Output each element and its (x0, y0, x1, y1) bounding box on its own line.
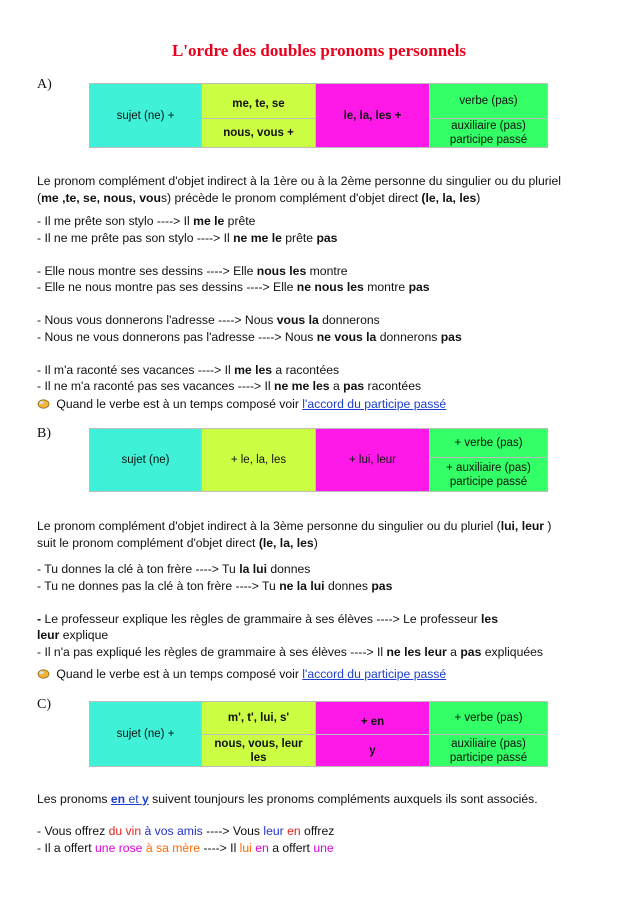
section-a-label: A) (37, 77, 52, 92)
para-b-line1b: lui, leur (500, 519, 545, 533)
para-c-a: Les pronoms (37, 792, 111, 806)
example-line: - Il a offert une rose à sa mère ----> Il lui en a offert une (37, 840, 334, 855)
example-line: - Elle nous montre ses dessins ----> Elle nous les montre (37, 263, 348, 278)
cell-direct: + le, la, les (202, 429, 316, 492)
note-icon (37, 668, 50, 679)
et-link[interactable]: et (125, 792, 143, 806)
para-a-bold2: (le, la, les (421, 190, 477, 205)
accord-participe-link[interactable]: l'accord du participe passé (302, 667, 447, 681)
cell-indirect-1: me, te, se (202, 84, 316, 119)
cell-verbe: + verbe (pas) (430, 702, 548, 735)
example-line: - Il ne m'a raconté pas ses vacances ----> Il ne me les a pas racontées (37, 379, 422, 393)
para-a-mid: s) précède le pronom complément d'objet direct (160, 190, 422, 205)
example-line: - Le professeur explique les règles de grammaire à ses élèves ----> Le professeur les (37, 611, 498, 626)
cell-en: + en (316, 702, 430, 735)
example-line: - Elle ne nous montre pas ses dessins ----> Elle ne nous les montre pas (37, 280, 430, 294)
table-a (89, 83, 548, 148)
examples-a (37, 213, 612, 395)
aux-text: + auxiliaire (pas) (446, 461, 531, 474)
cell-sujet: sujet (ne) + (90, 702, 202, 767)
cell-sujet: sujet (ne) + (90, 84, 202, 148)
example-line: - Il n'a pas expliqué les règles de grammaire à ses élèves ----> Il ne les leur a pas expliquées (37, 644, 544, 659)
cell-indirect-1: m', t', lui, s' (202, 702, 316, 735)
examples-c (37, 823, 612, 856)
cell-aux (430, 119, 548, 148)
cell-verbe: + verbe (pas) (430, 429, 548, 458)
indirect-2a: nous, vous, leur (214, 737, 303, 750)
cell-aux (430, 735, 548, 767)
para-b-line1c: ) (544, 519, 552, 533)
example-line: - Tu donnes la clé à ton frère ----> Tu la lui donnes (37, 562, 311, 576)
cell-indirect: + lui, leur (316, 429, 430, 492)
para-b-line2a: suit le pronom complément d'objet direct (37, 535, 259, 550)
para-b-line2b: (le, la, les (258, 535, 314, 550)
example-line: - Il ne me prête pas son stylo ----> Il ne me le prête pas (37, 230, 338, 245)
note-b (37, 666, 612, 683)
participe-text: participe passé (449, 751, 528, 764)
aux-text: auxiliaire (pas) (451, 120, 526, 132)
aux-text: auxiliaire (pas) (451, 737, 526, 750)
paragraph-a (37, 173, 612, 206)
example-line: - Il m'a raconté ses vacances ----> Il me les a racontées (37, 362, 340, 377)
example-line: - Nous vous donnerons l'adresse ----> Nous vous la donnerons (37, 313, 380, 327)
examples-b (37, 561, 612, 660)
example-line: - Il me prête son stylo ----> Il me le prête (37, 214, 256, 228)
cell-sujet: sujet (ne) (90, 429, 202, 492)
cell-indirect-2: nous, vous + (202, 119, 316, 148)
accord-participe-link[interactable]: l'accord du participe passé (302, 397, 447, 411)
cell-aux (430, 458, 548, 492)
example-line: - Nous ne vous donnerons pas l'adresse ----> Nous ne vous la donnerons pas (37, 329, 462, 344)
para-a-bold1: me ,te, se, nous, vou (41, 190, 161, 205)
section-c-label: C) (37, 697, 51, 712)
para-b-line2c: ) (313, 535, 318, 550)
example-line: - Vous offrez du vin à vos amis ----> Vous leur en offrez (37, 824, 335, 838)
paragraph-c (37, 791, 612, 808)
para-a-line1: Le pronom complément d'objet indirect à la 1ère ou à la 2ème personne du singulier ou du pluriel (37, 174, 562, 188)
example-line: - Tu ne donnes pas la clé à ton frère ----> Tu ne la lui donnes pas (37, 578, 393, 593)
note-icon (37, 398, 50, 409)
para-c-b: suivent tounjours les pronoms compléments auxquels ils sont associés. (148, 792, 538, 806)
note-text: Quand le verbe est à un temps composé voir (53, 667, 303, 681)
note-a (37, 396, 612, 413)
cell-direct: le, la, les + (316, 84, 430, 148)
y-link[interactable]: y (142, 792, 149, 806)
cell-indirect-2 (202, 735, 316, 767)
para-a-close: ) (476, 190, 481, 205)
cell-verbe: verbe (pas) (430, 84, 548, 119)
participe-text: participe passé (449, 134, 528, 146)
para-a-open: ( (37, 190, 42, 205)
participe-text: participe passé (449, 475, 528, 488)
note-text: Quand le verbe est à un temps composé voir (53, 397, 303, 411)
paragraph-b (37, 518, 612, 551)
indirect-2b: les (250, 751, 267, 764)
table-c (89, 701, 548, 767)
page-title: L'ordre des doubles pronoms personnels (171, 41, 467, 60)
cell-y: y (316, 735, 430, 767)
para-b-line1a: Le pronom complément d'objet indirect à la 3ème personne du singulier ou du pluriel ( (37, 519, 501, 533)
en-link[interactable]: en (110, 792, 126, 806)
example-line: leur explique (37, 628, 109, 642)
section-b-label: B) (37, 426, 51, 441)
table-b (89, 428, 548, 492)
